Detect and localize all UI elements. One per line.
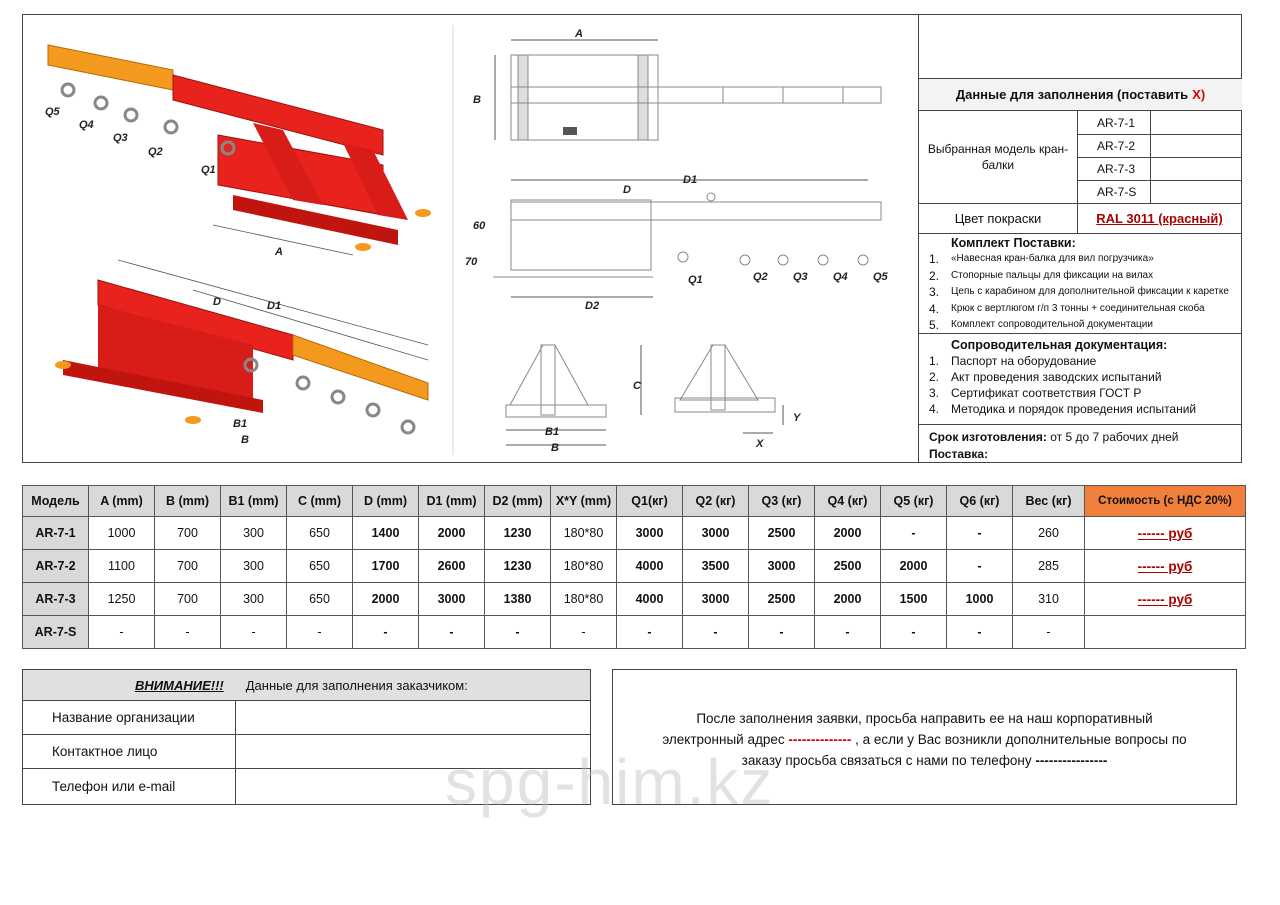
tech-top-view xyxy=(495,40,881,140)
field-label: Контактное лицо xyxy=(23,734,236,768)
delivery-label: Поставка: xyxy=(929,447,989,461)
model-option-2[interactable] xyxy=(1077,134,1242,158)
model-option-name: AR-7-2 xyxy=(1077,134,1151,157)
table-cell: 650 xyxy=(287,517,353,550)
col-header: D2 (mm) xyxy=(485,486,551,517)
label-tech-q3: Q3 xyxy=(793,271,808,283)
col-header: Q5 (кг) xyxy=(881,486,947,517)
table-cell: 300 xyxy=(221,550,287,583)
model-option-name: AR-7-S xyxy=(1077,180,1151,203)
field-label: Название организации xyxy=(23,700,236,734)
color-label: Цвет покраски xyxy=(919,204,1078,233)
label-q2: Q2 xyxy=(148,146,163,158)
table-cell: 1400 xyxy=(353,517,419,550)
table-cell: 1230 xyxy=(485,517,551,550)
col-header: B1 (mm) xyxy=(221,486,287,517)
contact-person-field[interactable] xyxy=(236,734,590,768)
col-header: Q1(кг) xyxy=(617,486,683,517)
col-header: B (mm) xyxy=(155,486,221,517)
spec-table xyxy=(22,485,1246,649)
customer-form-header xyxy=(23,670,590,701)
docs-title: Сопроводительная документация: xyxy=(951,338,1168,352)
price-link[interactable]: ------ руб xyxy=(1085,517,1246,550)
label-front-b1: B1 xyxy=(545,426,560,438)
label-b1: B1 xyxy=(233,418,248,430)
col-header: A (mm) xyxy=(89,486,155,517)
label-a: A xyxy=(275,246,283,258)
table-cell: - xyxy=(815,616,881,649)
table-cell: 1700 xyxy=(353,550,419,583)
email-placeholder[interactable]: -------------- xyxy=(788,732,852,747)
table-cell: - xyxy=(89,616,155,649)
label-tech-d2: D2 xyxy=(585,300,600,312)
label-front-y: Y xyxy=(793,412,801,424)
table-cell: - xyxy=(881,517,947,550)
tech-side-view xyxy=(493,180,881,297)
model-cell: AR-7-1 xyxy=(23,517,89,550)
model-option-1[interactable] xyxy=(1077,111,1242,135)
table-cell: 310 xyxy=(1013,583,1085,616)
table-cell: 700 xyxy=(155,550,221,583)
table-cell: - xyxy=(221,616,287,649)
table-cell: 2000 xyxy=(815,517,881,550)
table-cell: 285 xyxy=(1013,550,1085,583)
list-item: 1. «Навесная кран-балка для вил погрузчика» xyxy=(929,252,1154,266)
customer-row-contact xyxy=(23,734,590,769)
table-cell: 3000 xyxy=(683,583,749,616)
list-item: 4. Методика и порядок проведения испытаний xyxy=(929,402,1197,416)
col-header: Q3 (кг) xyxy=(749,486,815,517)
table-cell: - xyxy=(551,616,617,649)
label-tech-70: 70 xyxy=(465,256,478,268)
label-q4: Q4 xyxy=(79,119,94,131)
docs-list xyxy=(929,353,1238,417)
label-d: D xyxy=(213,296,221,308)
phone-placeholder[interactable]: ---------------- xyxy=(1035,753,1108,768)
label-front-b: B xyxy=(551,442,559,454)
watermark: spg-him.kz xyxy=(445,746,775,818)
customer-row-phone xyxy=(23,768,590,804)
form-heading xyxy=(919,78,1242,111)
list-item: 4. Крюк с вертлюгом г/п 3 тонны + соединительная скоба xyxy=(929,301,1205,316)
col-header-price: Стоимость (с НДС 20%) xyxy=(1085,486,1246,517)
drawing-svg xyxy=(23,15,918,462)
table-cell: - xyxy=(683,616,749,649)
render-top xyxy=(45,45,431,258)
kit-title: Комплект Поставки: xyxy=(951,236,1076,250)
model-cell: AR-7-S xyxy=(23,616,89,649)
label-d1: D1 xyxy=(267,300,282,312)
label-b: B xyxy=(241,434,249,446)
label-front-c: C xyxy=(633,380,641,392)
production-term: Срок изготовления: от 5 до 7 рабочих дней xyxy=(929,430,1179,444)
table-cell: 1250 xyxy=(89,583,155,616)
table-cell: 180*80 xyxy=(551,517,617,550)
table-cell: 3500 xyxy=(683,550,749,583)
col-header: D1 (mm) xyxy=(419,486,485,517)
table-row xyxy=(23,616,1246,649)
note-line: После заполнения заявки, просьба направить ее на наш корпоративный xyxy=(696,711,1153,726)
label-tech-q5: Q5 xyxy=(873,271,888,283)
col-header: Q2 (кг) xyxy=(683,486,749,517)
form-heading-text: Данные для заполнения (поставить xyxy=(955,87,1189,102)
form-heading-x: X) xyxy=(1192,87,1206,102)
table-cell: 2000 xyxy=(353,583,419,616)
label-q5: Q5 xyxy=(45,106,60,118)
table-cell: 650 xyxy=(287,583,353,616)
note-line: электронный адрес -------------- , а если у Вас возникли дополнительные вопросы по xyxy=(662,732,1187,747)
table-cell: 3000 xyxy=(749,550,815,583)
customer-form xyxy=(22,669,591,805)
table-cell: 4000 xyxy=(617,583,683,616)
table-cell: 650 xyxy=(287,550,353,583)
table-cell: 1000 xyxy=(89,517,155,550)
label-tech-q4: Q4 xyxy=(833,271,848,283)
table-cell: - xyxy=(617,616,683,649)
label-q1: Q1 xyxy=(201,164,216,176)
col-header: Вес (кг) xyxy=(1013,486,1085,517)
product-drawings xyxy=(23,15,918,462)
table-cell: 2500 xyxy=(749,517,815,550)
label-front-x: X xyxy=(756,438,764,450)
table-cell: - xyxy=(155,616,221,649)
phone-email-field[interactable] xyxy=(236,768,590,804)
table-cell: 700 xyxy=(155,583,221,616)
model-option-3[interactable] xyxy=(1077,157,1242,181)
kit-list xyxy=(929,251,1238,334)
table-cell: 2000 xyxy=(881,550,947,583)
label-tech-d: D xyxy=(623,184,631,196)
table-cell: - xyxy=(947,517,1013,550)
table-row xyxy=(23,550,1246,583)
list-item: 2. Акт проведения заводских испытаний xyxy=(929,370,1162,384)
table-row xyxy=(23,583,1246,616)
table-cell: - xyxy=(1013,616,1085,649)
price-link[interactable] xyxy=(1085,616,1246,649)
label-tech-q2: Q2 xyxy=(753,271,768,283)
note-line: заказу просьба связаться с нами по телефону ---------------- xyxy=(741,753,1108,768)
col-header: Q6 (кг) xyxy=(947,486,1013,517)
model-cell: AR-7-2 xyxy=(23,550,89,583)
kit-section xyxy=(919,234,1242,334)
table-cell: - xyxy=(749,616,815,649)
list-item: 2. Стопорные пальцы для фиксации на вилах xyxy=(929,268,1154,283)
table-cell: 3000 xyxy=(617,517,683,550)
label-tech-a: A xyxy=(575,28,583,40)
table-cell: 3000 xyxy=(683,517,749,550)
table-cell: 180*80 xyxy=(551,550,617,583)
customer-row-org xyxy=(23,700,590,735)
table-cell: 2000 xyxy=(815,583,881,616)
table-cell: 4000 xyxy=(617,550,683,583)
table-cell: 180*80 xyxy=(551,583,617,616)
col-header: C (mm) xyxy=(287,486,353,517)
note-box xyxy=(612,669,1237,805)
col-header: X*Y (mm) xyxy=(551,486,617,517)
field-label: Телефон или e-mail xyxy=(23,768,236,804)
label-tech-d1: D1 xyxy=(683,174,698,186)
table-cell: - xyxy=(881,616,947,649)
list-item: 3. Сертификат соответствия ГОСТ Р xyxy=(929,386,1142,400)
docs-section xyxy=(919,334,1242,425)
table-cell: 2500 xyxy=(815,550,881,583)
table-cell: - xyxy=(287,616,353,649)
label-tech-b: B xyxy=(473,94,481,106)
table-cell: 300 xyxy=(221,517,287,550)
list-item: 1. Паспорт на оборудование xyxy=(929,354,1097,368)
price-link[interactable]: ------ руб xyxy=(1085,550,1246,583)
model-option-name: AR-7-1 xyxy=(1077,111,1151,134)
label-tech-60: 60 xyxy=(473,220,486,232)
col-header: Модель xyxy=(23,486,89,517)
table-cell: - xyxy=(947,550,1013,583)
customer-subtitle: Данные для заполнения заказчиком: xyxy=(245,677,468,693)
model-option-s[interactable] xyxy=(1077,180,1242,203)
label-tech-q1: Q1 xyxy=(688,274,703,286)
table-cell: - xyxy=(353,616,419,649)
table-cell: 2000 xyxy=(419,517,485,550)
table-cell: - xyxy=(947,616,1013,649)
spec-body xyxy=(23,517,1246,649)
table-header-row xyxy=(23,486,1246,517)
render-bottom xyxy=(55,260,428,446)
table-cell: 300 xyxy=(221,583,287,616)
model-option-name: AR-7-3 xyxy=(1077,157,1151,180)
table-cell: - xyxy=(419,616,485,649)
table-cell: 3000 xyxy=(419,583,485,616)
table-cell: 2600 xyxy=(419,550,485,583)
table-row xyxy=(23,517,1246,550)
table-cell: 2500 xyxy=(749,583,815,616)
table-cell: 260 xyxy=(1013,517,1085,550)
color-row xyxy=(919,204,1242,234)
model-label: Выбранная модель кран-балки xyxy=(919,111,1078,203)
list-item: 5. Комплект сопроводительной документации xyxy=(929,318,1153,333)
table-cell: 1100 xyxy=(89,550,155,583)
table-cell: 1000 xyxy=(947,583,1013,616)
list-item: 3. Цепь с карабином для дополнительной фиксации к каретке xyxy=(929,285,1229,300)
label-q3: Q3 xyxy=(113,132,128,144)
table-cell: 1380 xyxy=(485,583,551,616)
table-cell: - xyxy=(485,616,551,649)
col-header: D (mm) xyxy=(353,486,419,517)
warning-text: ВНИМАНИЕ!!! xyxy=(135,677,224,693)
note-text xyxy=(613,708,1236,771)
model-cell: AR-7-3 xyxy=(23,583,89,616)
model-selection xyxy=(919,111,1242,204)
color-value-link[interactable]: RAL 3011 (красный) xyxy=(1096,211,1223,226)
table-cell: 700 xyxy=(155,517,221,550)
col-header: Q4 (кг) xyxy=(815,486,881,517)
table-cell: 1230 xyxy=(485,550,551,583)
term-section xyxy=(919,425,1242,463)
table-cell: 1500 xyxy=(881,583,947,616)
price-link[interactable]: ------ руб xyxy=(1085,583,1246,616)
org-name-field[interactable] xyxy=(236,700,590,734)
